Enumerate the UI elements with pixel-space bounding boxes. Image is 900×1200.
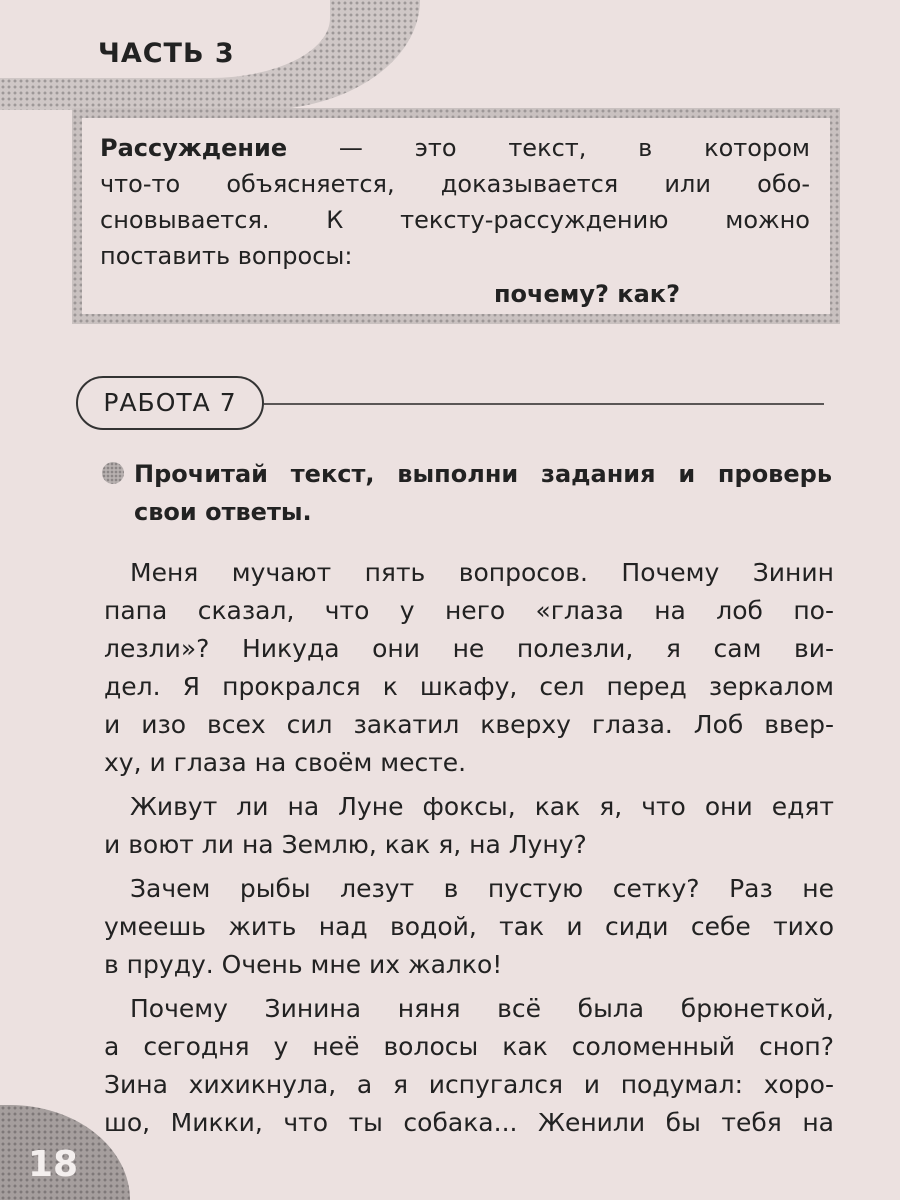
story-line: ху, и глаза на своём месте. — [104, 748, 467, 777]
story-line: Живут ли на Луне фоксы, как я, что они едят — [130, 792, 834, 821]
story-paragraph — [104, 990, 834, 1142]
work-badge: РАБОТА 7 — [76, 376, 264, 430]
story-paragraph — [104, 788, 834, 864]
story-line: шо, Микки, что ты собака... Женили бы тебя на — [104, 1108, 834, 1137]
story-line: лезли»? Никуда они не полезли, я сам ви- — [104, 634, 834, 663]
badge-divider — [264, 403, 824, 405]
story-line: в пруду. Очень мне их жалко! — [104, 950, 503, 979]
story-line: Меня мучают пять вопросов. Почему Зинин — [130, 558, 834, 587]
story-line: и воют ли на Землю, как я, на Луну? — [104, 830, 587, 859]
story-line: дел. Я прокрался к шкафу, сел перед зеркалом — [104, 672, 834, 701]
definition-line-4: поставить вопросы: — [100, 242, 353, 270]
story-line: а сегодня у неё волосы как соломенный сноп? — [104, 1032, 834, 1061]
instruction — [134, 455, 832, 531]
story-text — [104, 554, 834, 1148]
story-line: Зина хихикнула, а я испугался и подумал: хоро- — [104, 1070, 834, 1099]
definition-line-3: сновывается. К тексту-рассуждению можно — [100, 206, 810, 234]
instruction-line-2: свои ответы. — [134, 498, 312, 526]
definition-content — [82, 118, 830, 314]
story-line: Зачем рыбы лезут в пустую сетку? Раз не — [130, 874, 834, 903]
definition-line-1-rest: — это текст, в котором — [338, 134, 810, 162]
story-line: и изо всех сил закатил кверху глаза. Лоб ввер- — [104, 710, 834, 739]
story-paragraph — [104, 554, 834, 782]
definition-term: Рассуждение — [100, 134, 288, 162]
definition-line-1 — [100, 130, 810, 166]
story-paragraph — [104, 870, 834, 984]
story-line: папа сказал, что у него «глаза на лоб по- — [104, 596, 834, 625]
bullet-icon — [102, 462, 124, 484]
part-title: ЧАСТЬ 3 — [98, 38, 235, 69]
definition-line-2: что-то объясняется, доказывается или обо- — [100, 170, 810, 198]
instruction-line-1: Прочитай текст, выполни задания и проверь — [134, 460, 832, 488]
definition-questions: почему? как? — [493, 280, 680, 308]
story-line: Почему Зинина няня всё была брюнеткой, — [130, 994, 834, 1023]
page-number: 18 — [28, 1144, 79, 1185]
definition-box — [72, 108, 840, 324]
story-line: умеешь жить над водой, так и сиди себе тихо — [104, 912, 834, 941]
